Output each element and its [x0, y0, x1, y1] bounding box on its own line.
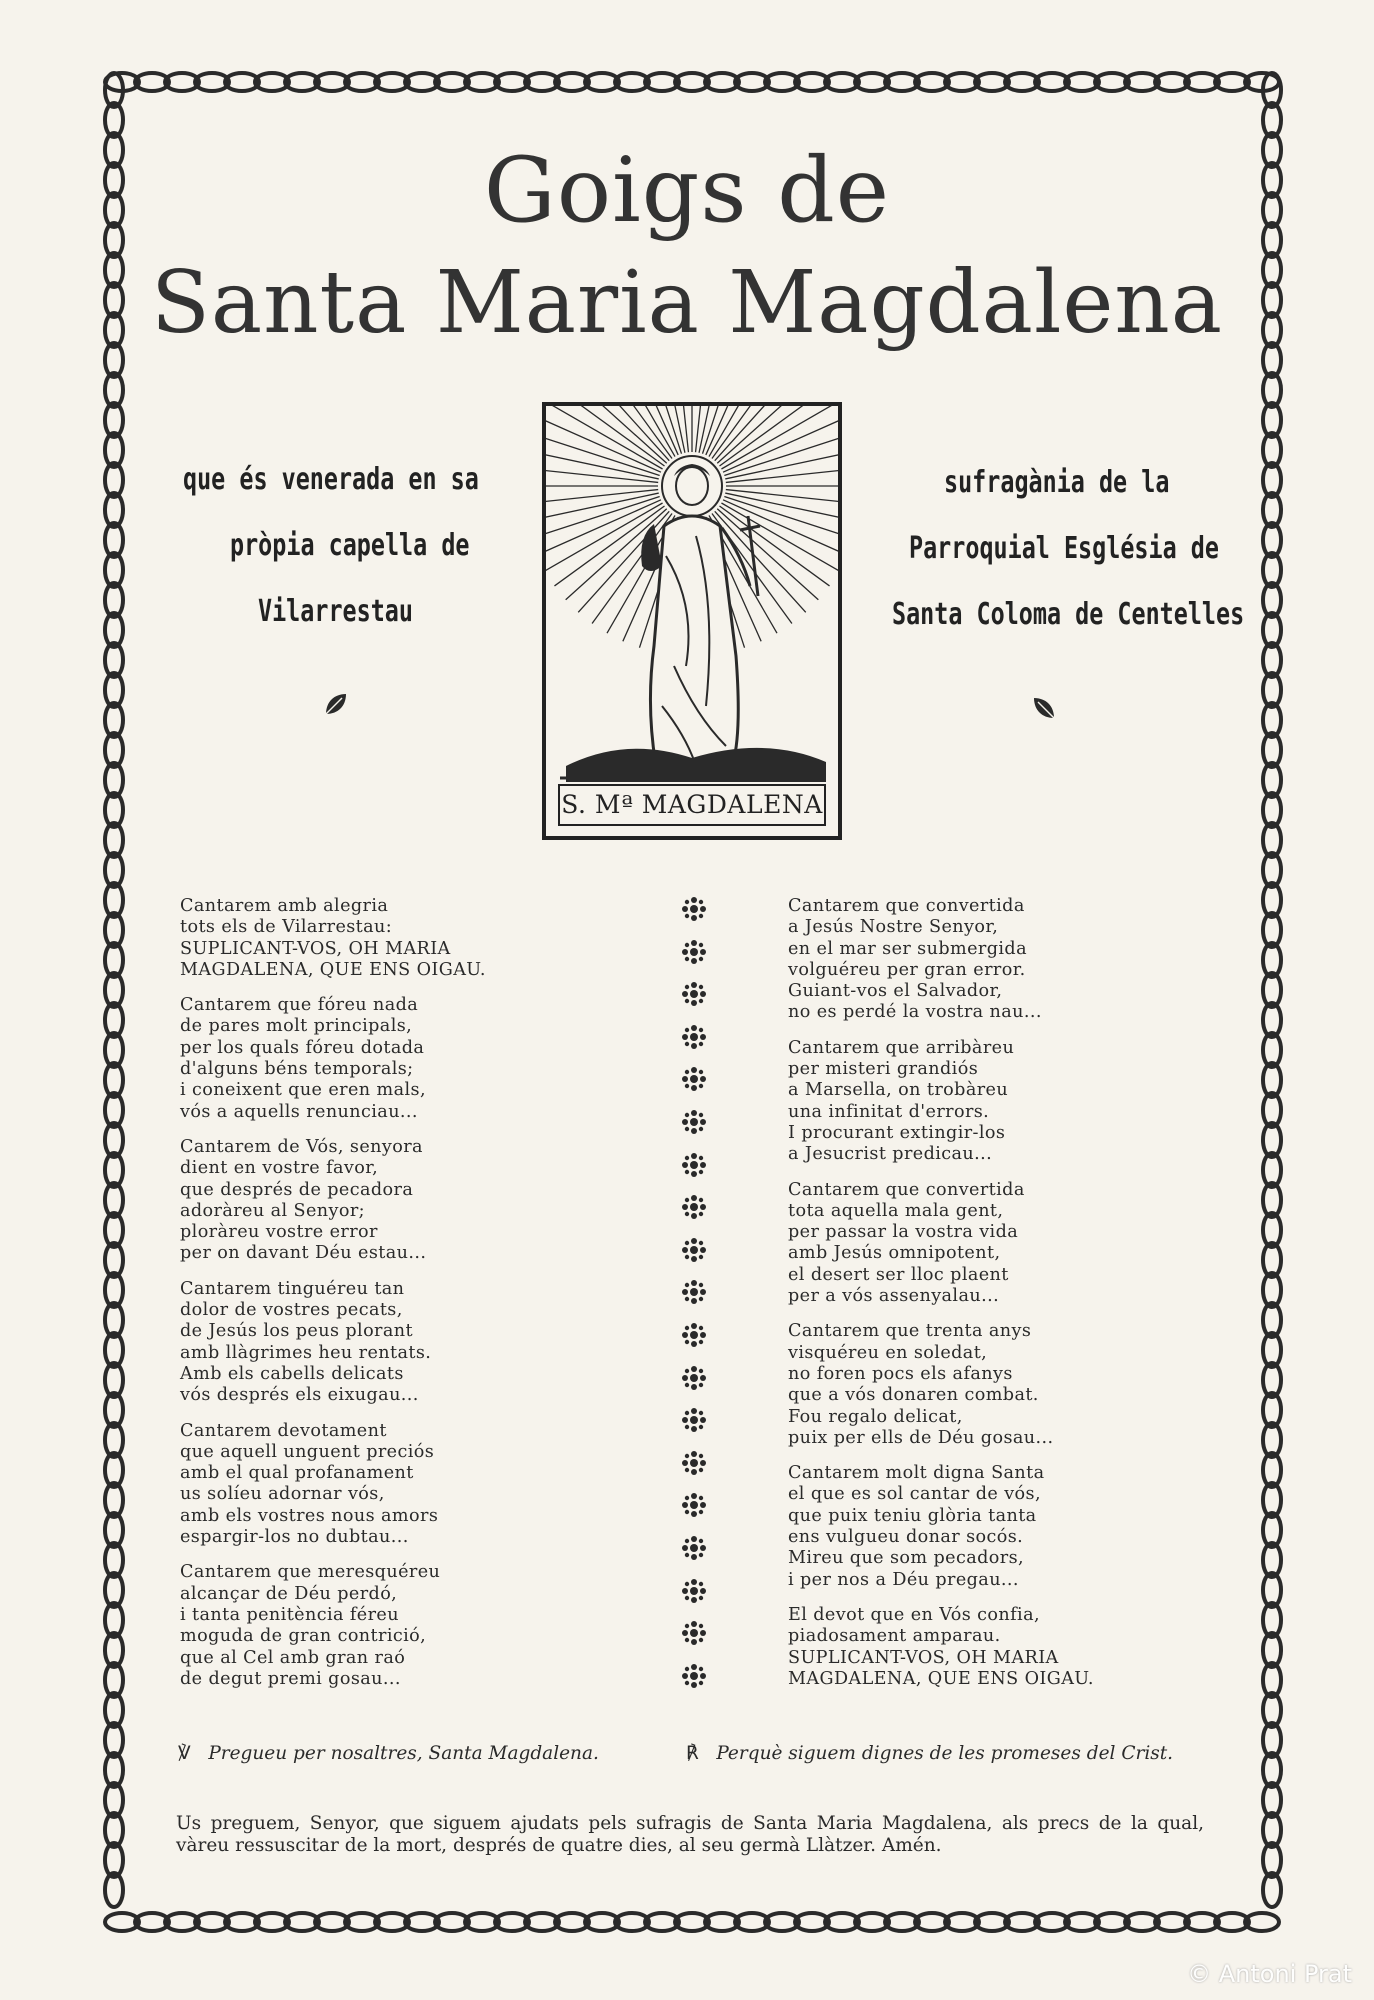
- closing-prayer: Us preguem, Senyor, que siguem ajudats pels sufragis de Santa Maria Magdalena, als precs de la qual, vàreu ressuscitar de la mort, després de quatre dies, al seu germà Llàtzer. Amén.: [176, 1813, 1204, 1856]
- verse-line: amb llàgrimes heu rentats.: [180, 1342, 432, 1363]
- floral-cross-ornament-icon: [680, 1364, 708, 1392]
- saint-figure-illustration: [546, 406, 838, 836]
- verse-line: de degut premi gosau...: [180, 1668, 401, 1689]
- verse-line: de Jesús los peus plorant: [180, 1321, 413, 1342]
- stanza: [180, 896, 486, 981]
- stanza: [180, 1562, 486, 1690]
- verse-line: Cantarem que fóreu nada: [180, 995, 419, 1016]
- floral-cross-ornament-icon: [680, 938, 708, 966]
- floral-cross-ornament-icon: [680, 1619, 708, 1647]
- stanza: [788, 1321, 1094, 1449]
- verse-line: moguda de gran contrició,: [180, 1626, 427, 1647]
- floral-cross-ornament-icon: [680, 1577, 708, 1605]
- stanza: [180, 995, 486, 1123]
- floral-cross-ornament-icon: [680, 1278, 708, 1306]
- verse-line: tota aquella mala gent,: [788, 1200, 1004, 1221]
- verse-line: Guiant-vos el Salvador,: [788, 981, 1003, 1002]
- verse-line: adoràreu al Senyor;: [180, 1200, 365, 1221]
- leaf-icon: [1030, 694, 1058, 722]
- stanza: [788, 1038, 1094, 1166]
- verse-line: dolor de vostres pecats,: [180, 1300, 403, 1321]
- verse-line: una infinitat d'errors.: [788, 1101, 990, 1122]
- verse-line: per on davant Déu estau...: [180, 1243, 427, 1264]
- verse-line: ens vulgueu donar socós.: [788, 1527, 1024, 1548]
- verse-line: Cantarem que convertida: [788, 1179, 1025, 1200]
- verse-line: per passar la vostra vida: [788, 1222, 1019, 1243]
- versicle-line: [178, 1743, 599, 1764]
- verse-line: Cantarem devotament: [180, 1420, 387, 1441]
- title-line-1: Goigs de: [483, 138, 891, 243]
- verse-line: dient en vostre favor,: [180, 1158, 379, 1179]
- floral-cross-ornament-icon: [680, 1534, 708, 1562]
- verse-line: visquéreu en soledat,: [788, 1342, 988, 1363]
- verse-line: us solíeu adornar vós,: [180, 1484, 385, 1505]
- image-caption: S. Mª MAGDALENA: [558, 784, 826, 826]
- verse-line: alcançar de Déu perdó,: [180, 1583, 398, 1604]
- verse-line: a Jesucrist predicau...: [788, 1144, 993, 1165]
- verse-line: que a vós donaren combat.: [788, 1385, 1039, 1406]
- subtitle-right-2: Parroquial Església de: [909, 531, 1219, 566]
- verse-line: que aquell unguent preciós: [180, 1441, 435, 1462]
- leaf-icon: [322, 690, 350, 718]
- copyright-credit: © Antoni Prat: [1187, 1960, 1352, 1988]
- verse-line: volguéreu per gran error.: [788, 959, 1026, 980]
- verse-line: Cantarem tinguéreu tan: [180, 1278, 405, 1299]
- verse-line: Cantarem que meresquéreu: [180, 1562, 441, 1583]
- verse-line: el que es sol cantar de vós,: [788, 1484, 1041, 1505]
- verse-line: espargir-los no dubtau...: [180, 1527, 409, 1548]
- verse-line: SUPLICANT-VOS, OH MARIA: [788, 1647, 1059, 1668]
- stanza: [788, 896, 1094, 1024]
- response-mark: ℟: [686, 1743, 699, 1764]
- stanza: [180, 1421, 486, 1549]
- verse-line: que puix teniu glòria tanta: [788, 1505, 1037, 1526]
- verse-line: ploràreu vostre error: [180, 1222, 378, 1243]
- verse-line: Fou regalo delicat,: [788, 1406, 963, 1427]
- verse-line: Amb els cabells delicats: [180, 1363, 404, 1384]
- verse-line: a Marsella, on trobàreu: [788, 1080, 1009, 1101]
- verse-line: en el mar ser submergida: [788, 938, 1027, 959]
- verse-line: no es perdé la vostra nau...: [788, 1002, 1042, 1023]
- verse-line: amb el qual profanament: [180, 1463, 414, 1484]
- saint-woodcut-image: [542, 402, 842, 840]
- verse-line: MAGDALENA, QUE ENS OIGAU.: [180, 959, 486, 980]
- verse-line: puix per ells de Déu gosau...: [788, 1427, 1054, 1448]
- versicle-text: Pregueu per nosaltres, Santa Magdalena.: [208, 1743, 599, 1764]
- verse-line: per los quals fóreu dotada: [180, 1037, 425, 1058]
- floral-cross-ornament-icon: [680, 1193, 708, 1221]
- subtitle-left-2: pròpia capella de: [230, 528, 470, 563]
- floral-cross-ornament-icon: [680, 1406, 708, 1434]
- floral-cross-ornament-icon: [680, 1449, 708, 1477]
- verse-line: Cantarem de Vós, senyora: [180, 1136, 423, 1157]
- verse-line: MAGDALENA, QUE ENS OIGAU.: [788, 1668, 1094, 1689]
- verse-line: vós després els eixugau...: [180, 1385, 419, 1406]
- subtitle-left-1: que és venerada en sa: [183, 462, 479, 497]
- floral-cross-ornament-icon: [680, 1321, 708, 1349]
- response-text: Perquè siguem dignes de les promeses del Crist.: [716, 1743, 1174, 1764]
- verse-line: Cantarem molt digna Santa: [788, 1463, 1045, 1484]
- subtitle-right-1: sufragània de la: [944, 465, 1170, 500]
- verse-line: i tanta penitència féreu: [180, 1604, 399, 1625]
- verse-line: el desert ser lloc plaent: [788, 1264, 1009, 1285]
- verse-line: per misteri grandiós: [788, 1059, 979, 1080]
- floral-cross-ornament-icon: [680, 1236, 708, 1264]
- stanza: [788, 1180, 1094, 1308]
- subtitle-left-3: Vilarrestau: [258, 594, 413, 629]
- verse-line: Cantarem amb alegria: [180, 896, 389, 916]
- verse-line: Mireu que som pecadors,: [788, 1548, 1024, 1569]
- stanza: [180, 1137, 486, 1265]
- verse-line: per a vós assenyalau...: [788, 1286, 1000, 1307]
- verses-left-column: [180, 896, 486, 1704]
- verses-right-column: [788, 896, 1094, 1704]
- floral-cross-ornament-icon: [680, 1662, 708, 1690]
- floral-cross-ornament-icon: [680, 1023, 708, 1051]
- verse-line: amb Jesús omnipotent,: [788, 1243, 1001, 1264]
- verse-line: I procurant extingir-los: [788, 1122, 1006, 1143]
- verse-line: tots els de Vilarrestau:: [180, 917, 393, 938]
- response-line: [686, 1743, 1173, 1764]
- verse-line: El devot que en Vós confia,: [788, 1604, 1040, 1625]
- verse-line: a Jesús Nostre Senyor,: [788, 917, 999, 938]
- title-line-2: Santa Maria Magdalena: [150, 253, 1224, 353]
- stanza: [788, 1605, 1094, 1690]
- verse-line: Cantarem que arribàreu: [788, 1037, 1015, 1058]
- verse-line: piadosament amparau.: [788, 1626, 1001, 1647]
- verse-line: SUPLICANT-VOS, OH MARIA: [180, 938, 451, 959]
- verse-line: que després de pecadora: [180, 1179, 414, 1200]
- verse-line: i coneixent que eren mals,: [180, 1080, 426, 1101]
- floral-cross-ornament-icon: [680, 895, 708, 923]
- verse-line: de pares molt principals,: [180, 1016, 413, 1037]
- subtitle-right-3: Santa Coloma de Centelles: [892, 597, 1245, 632]
- verse-line: Cantarem que trenta anys: [788, 1321, 1032, 1342]
- stanza: [788, 1463, 1094, 1591]
- floral-cross-ornament-icon: [680, 1151, 708, 1179]
- verse-line: amb els vostres nous amors: [180, 1505, 439, 1526]
- verse-line: que al Cel amb gran raó: [180, 1647, 406, 1668]
- floral-cross-ornament-icon: [680, 1065, 708, 1093]
- stanza: [180, 1279, 486, 1407]
- floral-cross-ornament-icon: [680, 1108, 708, 1136]
- verse-line: Cantarem que convertida: [788, 896, 1025, 916]
- versicle-mark: ℣: [178, 1743, 191, 1764]
- verse-line: vós a aquells renunciau...: [180, 1101, 418, 1122]
- verse-line: i per nos a Déu pregau...: [788, 1569, 1019, 1590]
- floral-cross-ornament-icon: [680, 1491, 708, 1519]
- verse-line: d'alguns béns temporals;: [180, 1059, 414, 1080]
- verse-line: no foren pocs els afanys: [788, 1363, 1013, 1384]
- floral-cross-ornament-icon: [680, 980, 708, 1008]
